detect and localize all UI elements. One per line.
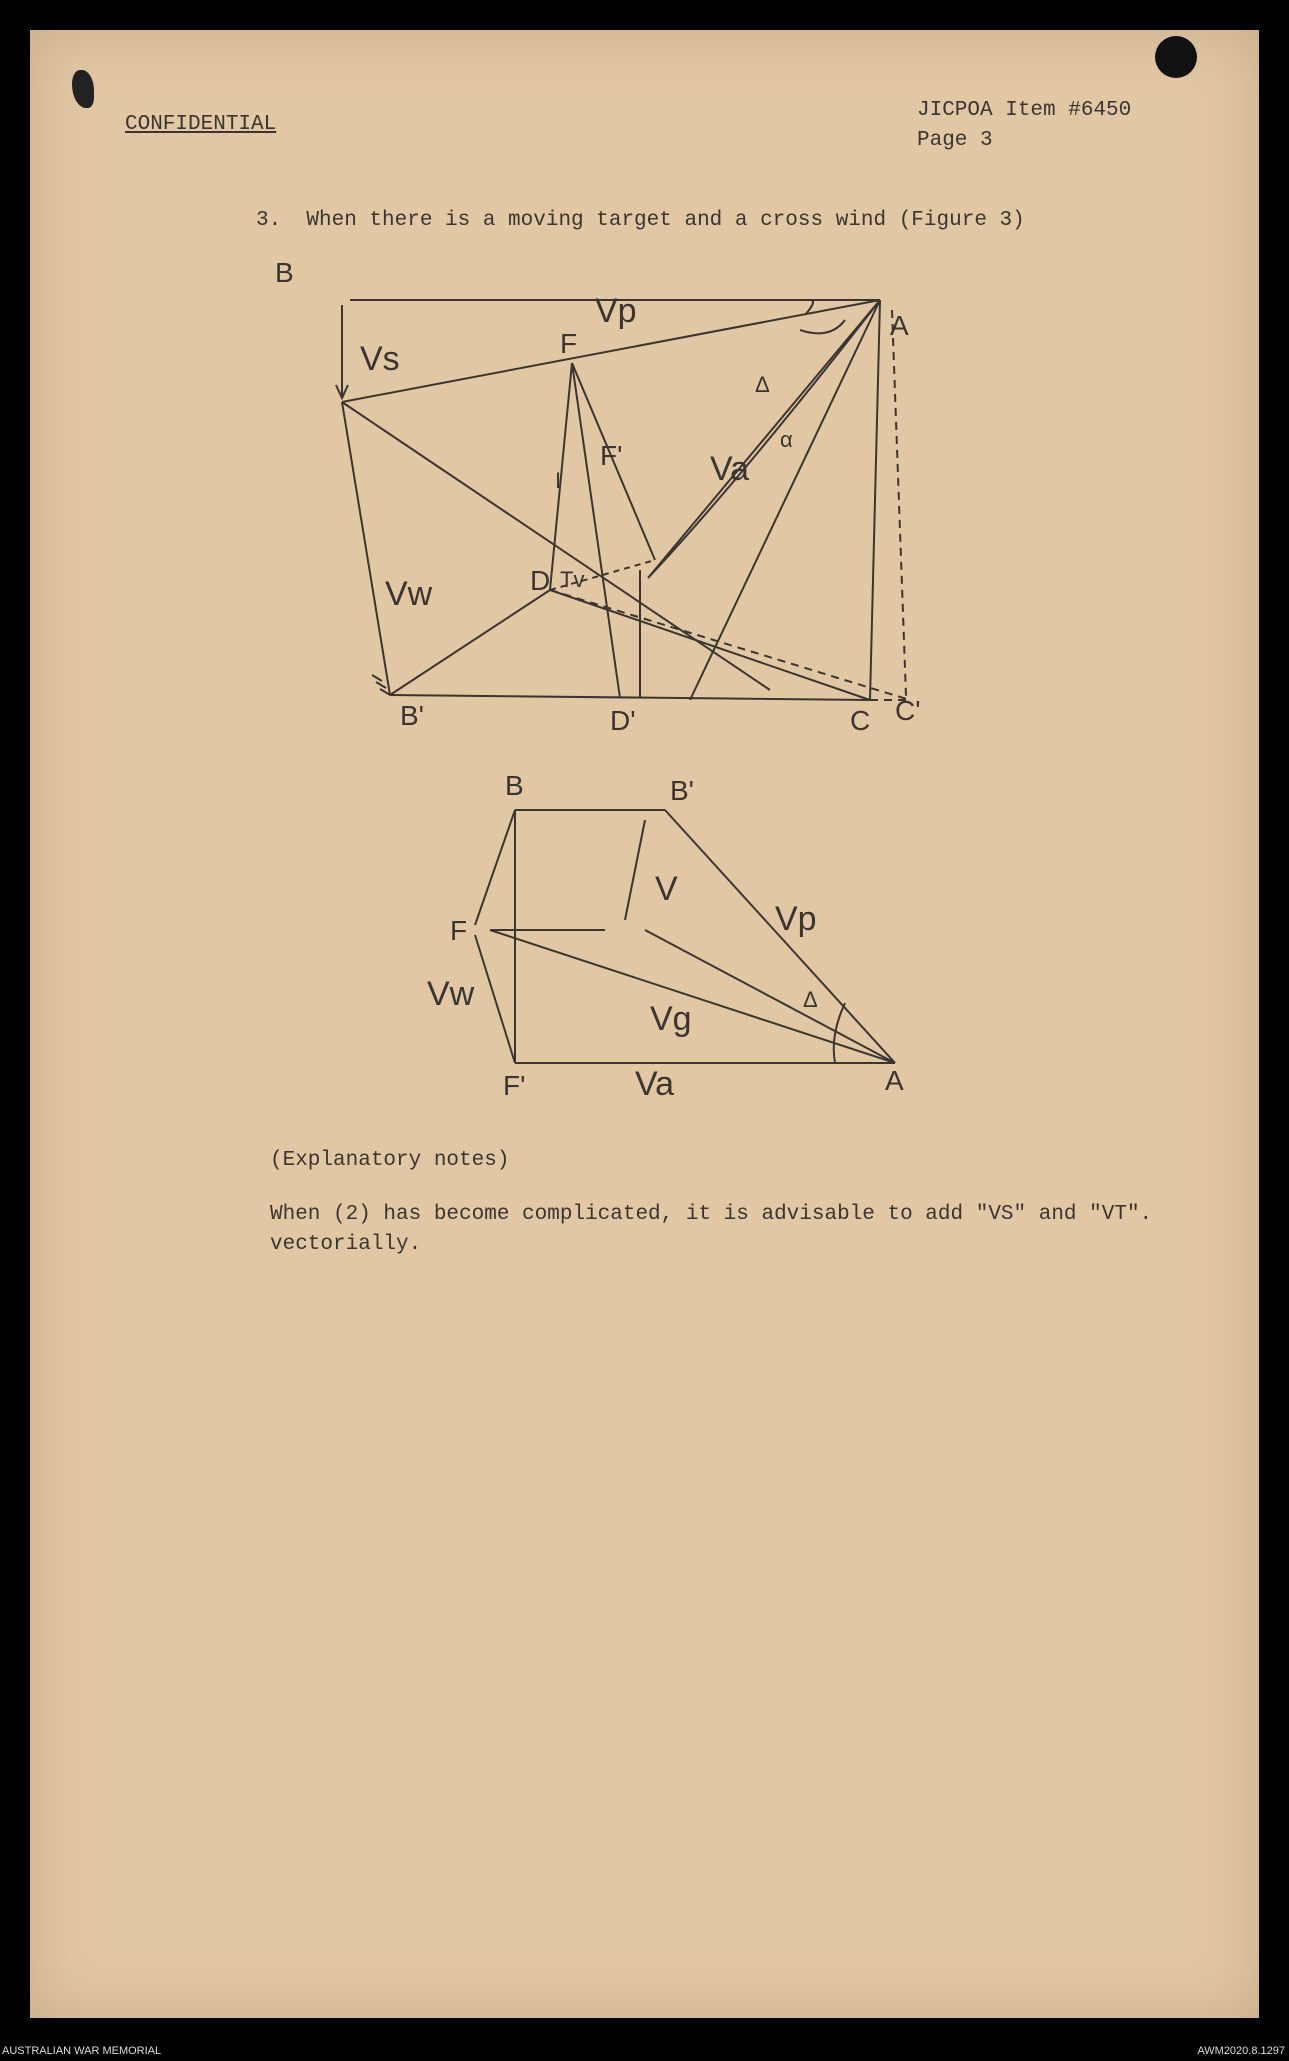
fig-top-label-Tv: Tv [560, 567, 585, 592]
punch-hole [1155, 36, 1197, 78]
document-page [30, 30, 1259, 2018]
fig-bottom-label-Vw: Vw [427, 975, 475, 1013]
section-heading: 3. When there is a moving target and a cross wind (Figure 3) [256, 209, 1025, 232]
fig-top-label-I: I [555, 468, 562, 493]
fig-bottom-label-Vg: Vg [650, 1000, 692, 1038]
fig-top-label-C: C [850, 705, 871, 736]
fig-top-label-alpha: α [780, 427, 793, 452]
fig-bottom-label-B: B [505, 770, 524, 801]
fig-top-label-A: A [890, 310, 909, 341]
classification-mark: CONFIDENTIAL [125, 113, 277, 136]
fig-bottom-label-F-prime: F' [503, 1070, 526, 1101]
figure-bottom-diagram [405, 745, 925, 1115]
fig-top-label-delta: Δ [755, 372, 770, 397]
fig-top-label-Vs: Vs [360, 340, 400, 378]
fig-bottom-label-delta: Δ [803, 987, 818, 1012]
footer-source: AUSTRALIAN WAR MEMORIAL [2, 2045, 162, 2057]
staple-tear [72, 70, 94, 108]
notes-line-1: When (2) has become complicated, it is advisable to add "VS" and "VT". [270, 1203, 1153, 1226]
fig-top-label-F: F [560, 328, 578, 359]
fig-top-label-Va: Va [710, 450, 750, 488]
fig-top-label-D: D [530, 565, 551, 596]
fig-top-label-B: B [275, 260, 294, 288]
page-number: Page 3 [917, 129, 993, 152]
fig-top-label-Vp: Vp [595, 292, 637, 330]
fig-bottom-label-V: V [655, 870, 678, 908]
fig-top-label-Vw: Vw [385, 575, 433, 613]
fig-top-label-C-prime: C' [895, 695, 921, 726]
fig-bottom-label-Vp: Vp [775, 900, 817, 938]
footer-accession-number: AWM2020.8.1297 [1197, 2045, 1285, 2057]
fig-bottom-label-F: F [450, 915, 468, 946]
fig-bottom-label-B-prime: B' [670, 775, 695, 806]
fig-top-label-F-prime: F' [600, 440, 623, 471]
fig-top-label-D-prime: D' [610, 705, 636, 736]
item-reference: JICPOA Item #6450 [917, 99, 1132, 122]
notes-title: (Explanatory notes) [270, 1149, 510, 1172]
figure-top-diagram [270, 260, 950, 780]
fig-bottom-label-A: A [885, 1065, 904, 1096]
fig-top-label-B-prime: B' [400, 700, 425, 731]
notes-line-2: vectorially. [270, 1233, 422, 1256]
fig-bottom-label-Va: Va [635, 1065, 675, 1103]
